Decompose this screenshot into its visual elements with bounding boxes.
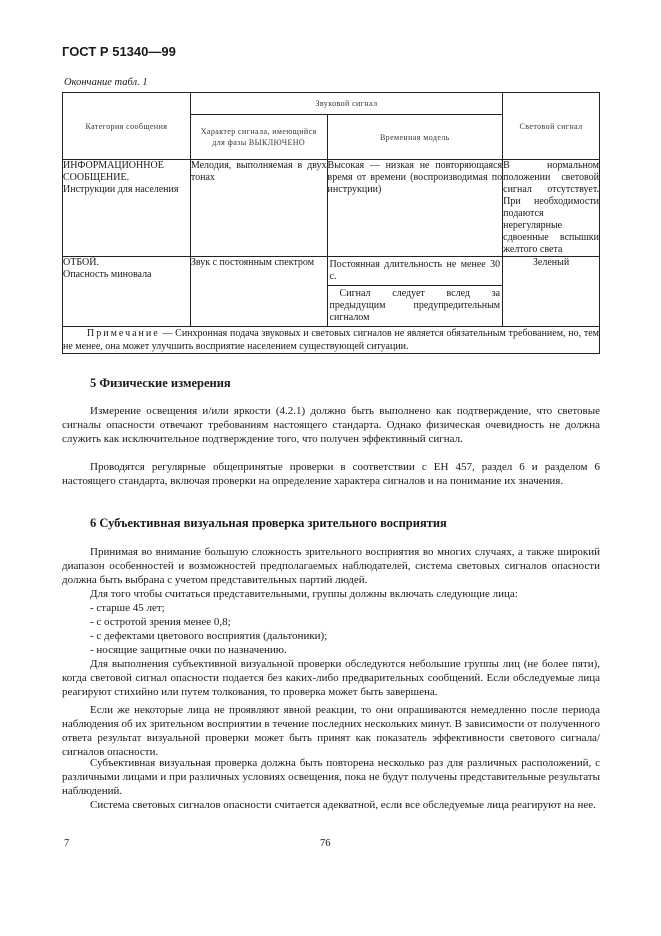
category-cell (63, 160, 191, 257)
category-sub: Опасность миновала (63, 269, 152, 280)
header-signal-character: Характер сигнала, имеющийся для фазы ВЫКЛЮЧЕНО (190, 115, 327, 160)
list-item: - с остротой зрения менее 0,8; (90, 616, 231, 628)
category-sub: Инструкции для населения (63, 184, 179, 195)
table-row (63, 160, 600, 257)
table-caption: Окончание табл. 1 (64, 77, 148, 88)
section-6-paragraph: Принимая во внимание большую сложность зрительного восприятия во многих случаях, а также широкий диапазон особенностей и возможностей предполагаемых наблюдателей, система световых сигналов опасности должна быть выбрана с учетом представительных партий людей. (62, 546, 600, 586)
header-sound-signal: Звуковой сигнал (190, 93, 502, 115)
table-note: Примечание — Синхронная подача звуковых и световых сигналов не является обязательным требованием, но, тем не менее, она может улучшить восприятие населением существующей ситуации. (63, 328, 599, 352)
header-light-signal: Световой сигнал (503, 93, 600, 160)
section-6-paragraph: Система световых сигналов опасности считается адекватной, если все обследуемые лица реагируют на нее. (90, 799, 596, 811)
page-number: 76 (320, 838, 331, 849)
category-main: ОТБОЙ. (63, 257, 99, 268)
header-temporal-model: Временная модель (327, 115, 503, 160)
list-item: - с дефектами цветового восприятия (дальтоники); (90, 630, 328, 642)
section-6-paragraph: Если же некоторые лица не проявляют явной реакции, то они опрашиваются немедленно после периода наблюдения об их зрительном восприятии в течение последних нескольких минут. В зависимости от полученного ответа результат визуальной проверки может быть принят как показатель эффективности светового сигнала/сигналов опасности. (62, 704, 600, 758)
character-cell: Звук с постоянным спектром (190, 257, 327, 327)
header-category: Категория сообщения (63, 93, 191, 160)
section-5-paragraph: Измерение освещения и/или яркости (4.2.1) должно быть выполнено как подтверждение, что световые сигналы опасности отвечают требованиям настоящего стандарта. Однако физическая очевидность не должна служить как исключительное подтверждение того, что получен эффективный сигнал. (62, 405, 600, 445)
temporal-cell: Постоянная длительность не менее 30 с. Сигнал следует вслед за предыдущим предупредительным сигналом (327, 257, 503, 327)
document-code: ГОСТ Р 51340—99 (62, 44, 176, 59)
section-6-paragraph: Субъективная визуальная проверка должна быть повторена несколько раз для различных расположений, с различными лицами и при различных условиях освещения, пока не будут получены представительные результаты наблюдений. (62, 757, 600, 797)
category-main: ИНФОРМАЦИОННОЕ СООБЩЕНИЕ. (63, 160, 164, 183)
list-item: - носящие защитные очки по назначению. (90, 644, 287, 656)
section-5-title: 5 Физические измерения (90, 376, 231, 390)
light-cell: В нормальном положении световой сигнал отсутствует. При необходимости подаются нерегулярные сдвоенные вспышки желтого света (503, 160, 599, 255)
section-5-paragraph: Проводятся регулярные общепринятые проверки в соответствии с ЕН 457, раздел 6 и разделом 6 настоящего стандарта, включая проверки на определение характера сигналов и на понимание их значения. (62, 461, 600, 487)
section-6-paragraph: Для выполнения субъективной визуальной проверки обследуются небольшие группы лиц (не более пяти), когда световой сигнал опасности подается без каких-либо предварительных сообщений. Если обследуемые лица реагируют стихийно или путем толкования, то проверка может быть завершена. (62, 658, 600, 698)
list-item: - старше 45 лет; (90, 602, 165, 614)
temporal-cell: Высокая — низкая не повторяющаяся время от времени (воспроизводимая по инструкции) (327, 160, 503, 257)
category-cell (63, 257, 191, 327)
table-row (63, 257, 600, 327)
character-cell: Мелодия, выполняемая в двух тонах (190, 160, 327, 257)
light-cell: Зеленый (503, 257, 600, 327)
left-number: 7 (64, 838, 70, 849)
signals-table (62, 92, 600, 354)
section-6-title: 6 Субъективная визуальная проверка зрительного восприятия (90, 516, 447, 530)
section-6-paragraph: Для того чтобы считаться представительными, группы должны включать следующие лица: (90, 588, 518, 600)
